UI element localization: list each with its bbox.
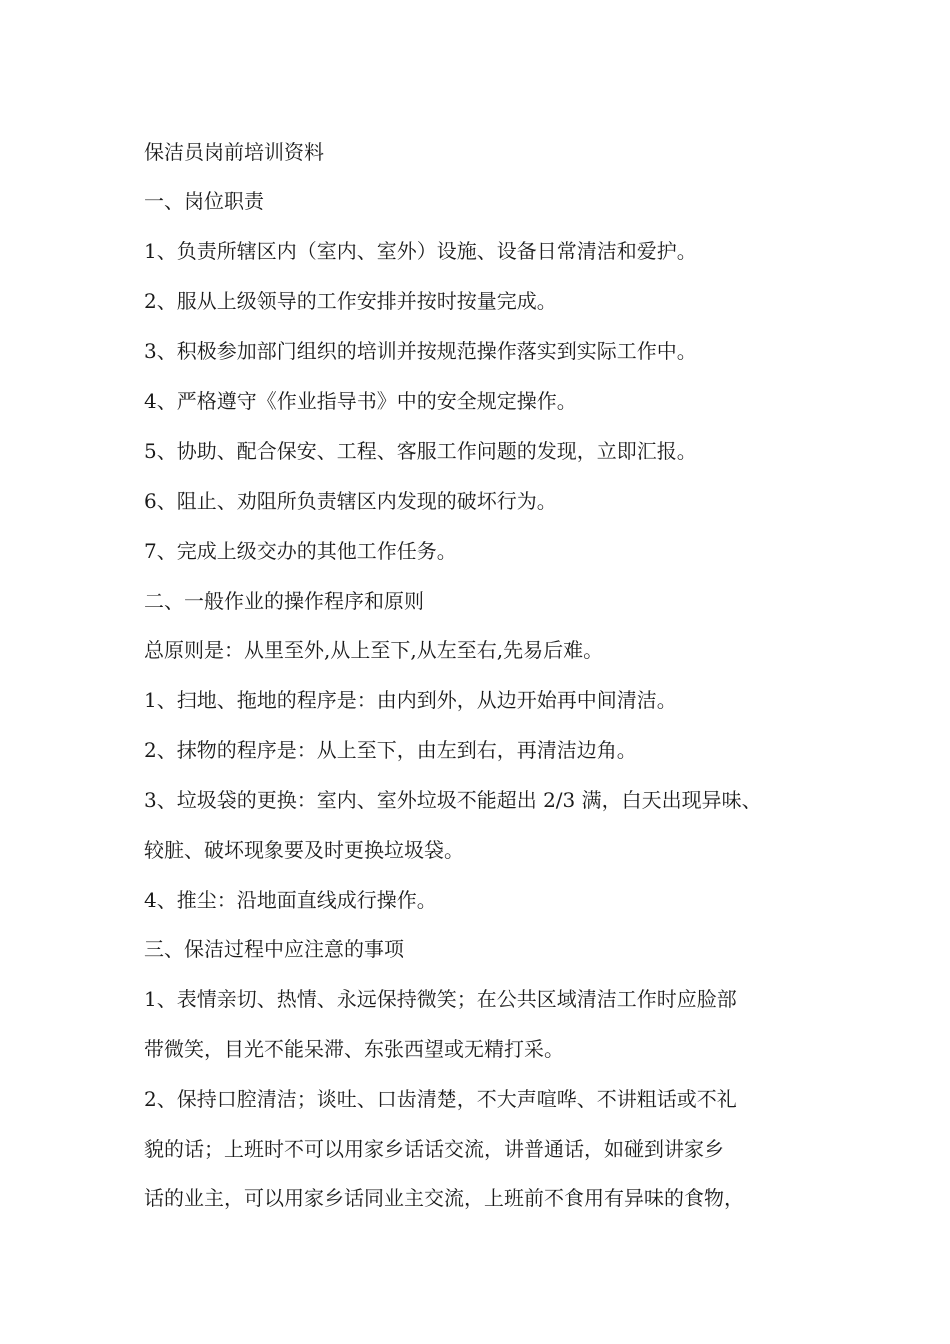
text-line: 1、表情亲切、热情、永远保持微笑；在公共区域清洁工作时应脸部 — [144, 987, 737, 1011]
text-line: 总原则是：从里至外,从上至下,从左至右,先易后难。 — [144, 638, 604, 662]
text-line: 话的业主，可以用家乡话同业主交流，上班前不食用有异味的食物， — [144, 1186, 744, 1210]
text-line: 6、阻止、劝阻所负责辖区内发现的破坏行为。 — [144, 489, 557, 513]
section-heading-1: 一、岗位职责 — [144, 189, 264, 213]
text-line: 貌的话；上班时不可以用家乡话话交流，讲普通话，如碰到讲家乡 — [144, 1137, 724, 1161]
text-line: 2、抹物的程序是：从上至下，由左到右，再清洁边角。 — [144, 738, 637, 762]
section-heading-3: 三、保洁过程中应注意的事项 — [144, 937, 404, 961]
text-line: 5、协助、配合保安、工程、客服工作问题的发现，立即汇报。 — [144, 439, 697, 463]
text-line: 较脏、破坏现象要及时更换垃圾袋。 — [144, 838, 464, 862]
text-line: 1、负责所辖区内（室内、室外）设施、设备日常清洁和爱护。 — [144, 239, 697, 263]
text-line: 7、完成上级交办的其他工作任务。 — [144, 539, 457, 563]
text-line: 4、推尘：沿地面直线成行操作。 — [144, 888, 437, 912]
text-line: 4、严格遵守《作业指导书》中的安全规定操作。 — [144, 389, 577, 413]
text-line: 带微笑，目光不能呆滞、东张西望或无精打采。 — [144, 1037, 564, 1061]
text-line: 1、扫地、拖地的程序是：由内到外，从边开始再中间清洁。 — [144, 688, 677, 712]
document-title: 保洁员岗前培训资料 — [144, 140, 324, 164]
text-line: 3、积极参加部门组织的培训并按规范操作落实到实际工作中。 — [144, 339, 697, 363]
text-line: 3、垃圾袋的更换：室内、室外垃圾不能超出 2/3 满，白天出现异味、 — [144, 788, 762, 812]
text-line: 2、保持口腔清洁；谈吐、口齿清楚，不大声喧哗、不讲粗话或不礼 — [144, 1087, 737, 1111]
text-line: 2、服从上级领导的工作安排并按时按量完成。 — [144, 289, 557, 313]
section-heading-2: 二、一般作业的操作程序和原则 — [144, 589, 424, 613]
